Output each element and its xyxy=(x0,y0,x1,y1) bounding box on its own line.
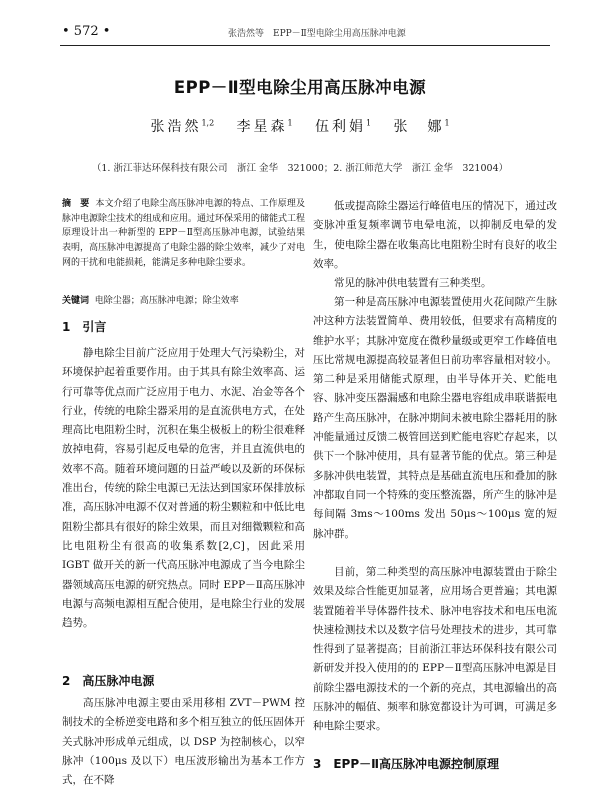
author: 李星森$^1$ xyxy=(236,118,293,135)
section-3-heading: 3 EPP－Ⅱ高压脉冲电源控制原理 xyxy=(313,757,500,771)
section-2-heading: 2 高压脉冲电源 xyxy=(62,674,155,688)
section-1-heading: 1 引言 xyxy=(62,320,107,334)
paper-title: EPP－Ⅱ型电除尘用高压脉冲电源 xyxy=(173,78,427,97)
running-header xyxy=(0,18,600,48)
affiliation: （1. 浙江菲达环保科技有限公司 浙江 金华 321000；2. 浙江师范大学 浙江 金华 321004） xyxy=(91,163,509,174)
right-paragraph-4: 目前，第二种类型的高压脉冲电源装置由于除尘效果及综合性能更加显著，应用场合更普遍；其电源装置随着半导体器件技术、脉冲电容技术和电压电流快速检测技术以及数字信号处理技术的进步，其可靠性得到了显著提高；目前浙江菲达环保科技有限公司新研发并投入使用的的 EPP－Ⅱ型高压脉冲电源是目前除尘器电源技术的一个新的亮点，其电源输出的高压脉冲的幅值、频率和脉宽都设计为可调，可满足多种电除尘要求。 xyxy=(313,566,557,733)
keywords xyxy=(62,293,305,306)
author: 张浩然$^{1,2}$ xyxy=(150,118,215,135)
author: 伍利娟$^1$ xyxy=(315,118,372,135)
right-paragraph-1: 低或提高除尘器运行峰值电压的情况下，通过改变脉冲重复频率调节电晕电流，以抑制反电晕的发生，使电除尘器在收集高比电阻粉尘时有良好的收尘效率。 xyxy=(313,200,557,270)
section-1-paragraph: 静电除尘目前广泛应用于处理大气污染粉尘，对环境保护起着重要作用。由于其具有除尘效率高、运行可靠等优点而广泛应用于电力、水泥、冶金等各个行业，传统的电除尘器采用的是直流供电方式，在处理高比电阻粉尘时，沉积在集尘极板上的粉尘很难释放掉电荷，容易引起反电晕的危害，并且直流供电的效率不高。随着环境问题的日益严峻以及新的环保标准出台，传统的除尘电源已无法达到国家环保排放标准，高压脉冲电源不仅对普通的粉尘颗粒和中低比电阻粉尘都具有很好的除尘效果，而且对细微颗粒和高比电阻粉尘有很高的收集系数[2,C]，因此采用 IGBT 做开关的新一代高压脉冲电源成了当今电除尘器领域高压电源的研究热点。同时 EPP－Ⅱ高压脉冲电源与高频电源相互配合使用，是电除尘行业的发展趋势。 xyxy=(62,347,305,630)
header-rule xyxy=(60,45,550,46)
abstract-label: 摘 要 xyxy=(62,199,90,209)
abstract-text: 本文介绍了电除尘高压脉冲电源的特点、工作原理及脉冲电源除尘技术的组成和应用。通过环保采用的储能式工程原理设计出一种新型的 EPP－Ⅱ型高压脉冲电源，试验结果表明，高压脉冲电源提高了电除尘器的除尘效率，减少了对电网的干扰和电能损耗，能满足多种电除尘要求。 xyxy=(62,199,306,268)
page-number: • 572 • xyxy=(62,24,111,39)
author: 张 娜$^1$ xyxy=(393,118,450,135)
keywords-label: 关键词 xyxy=(62,296,90,306)
running-title: 张浩然等 EPP－Ⅱ型电除尘用高压脉冲电源 xyxy=(228,29,406,39)
keywords-text: 电除尘器；高压脉冲电源；除尘效率 xyxy=(94,296,239,306)
section-2-paragraph: 高压脉冲电源主要由采用移相 ZVT－PWM 控制技术的全桥逆变电路和多个相互独立的低压固体开关式脉冲形成单元组成，以 DSP 为控制核心，以窄脉冲（100μs 及以下）电压波形输出为基本工作方式，在不降 xyxy=(62,697,305,787)
right-paragraph-2: 常见的脉冲供电装置有三种类型。 xyxy=(334,277,492,289)
right-paragraph-3: 第一种是高压脉冲电源装置使用火花间隙产生脉冲这种方法装置简单、费用较低，但要求有高精度的维护水平；其脉冲宽度在微秒量级或更窄工作峰值电压比常规电源提高较显著但日前功率容量相对较小。第二种是采用储能式原理，由半导体开关、贮能电容、脉冲变压器漏感和电除尘器电容组成串联谐振电路产生高压脉冲，在脉冲期间未被电除尘器耗用的脉冲能量通过反馈二极管回送到贮能电容贮存起来，以供下一个脉冲使用，具有显著节能的优点。第三种是多脉冲供电装置，其特点是基础直流电压和叠加的脉冲都取自同一个特殊的变压整流器，所产生的脉冲是每间隔 3ms～100ms 发出 50μs～100μs 宽的短脉冲群。 xyxy=(313,296,557,540)
abstract xyxy=(62,197,305,271)
author-line xyxy=(0,116,600,136)
